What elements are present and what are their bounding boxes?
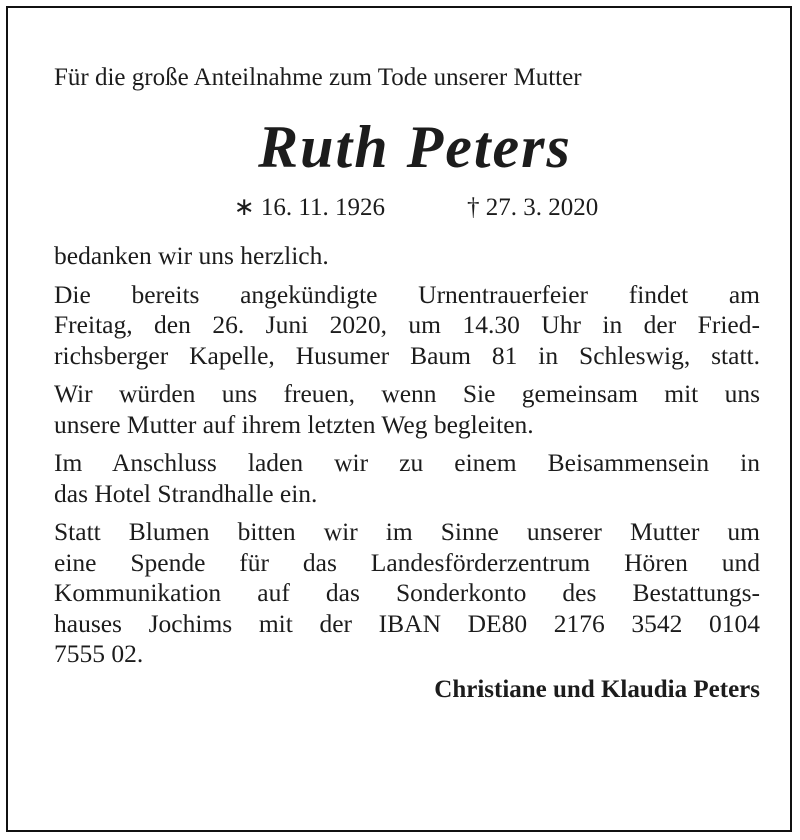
thanks-line: bedanken wir uns herzlich. [54,241,329,270]
paragraph-line: Wir würden uns freuen, wenn Sie gemeinsam mit uns [54,379,760,408]
deceased-name: Ruth Peters [258,114,572,180]
paragraph-line: hauses Jochims mit der IBAN DE80 2176 3542 0104 [54,608,760,638]
paragraph-line: Im Anschluss laden wir zu einem Beisammensein in [54,448,760,477]
ceremony-paragraph [54,280,760,372]
birth-date: ∗ 16. 11. 1926 [233,194,386,221]
death-date: † 27. 3. 2020 [467,194,599,221]
notice-frame [6,6,792,832]
paragraph-line: Statt Blumen bitten wir im Sinne unserer Mutter um [54,517,760,546]
life-dates [54,192,760,224]
paragraph-line: eine Spende für das Landesförderzentrum Hören und [54,547,760,577]
paragraph-line: das Hotel Strandhalle ein. [54,478,318,508]
paragraph-line: 7555 02. [54,639,144,668]
signature: Christiane und Klaudia Peters [434,675,760,703]
notice-content [54,62,760,706]
paragraph-line: richsberger Kapelle, Husumer Baum 81 in Schleswig, statt. [54,340,760,370]
intro-text: Für die große Anteilnahme zum Tode unserer Mutter [54,64,582,91]
paragraph-line: unsere Mutter auf ihrem letzten Weg begleiten. [54,409,534,439]
donation-paragraph [54,517,760,670]
invitation-paragraph [54,379,760,440]
paragraph-line: Kommunikation auf das Sonderkonto des Bestattungs- [54,578,760,607]
paragraph-line: Freitag, den 26. Juni 2020, um 14.30 Uhr in der Fried- [54,310,760,339]
thanks-text [54,241,760,272]
paragraph-line: Die bereits angekündigte Urnentrauerfeier findet am [54,279,760,309]
reception-paragraph [54,448,760,509]
